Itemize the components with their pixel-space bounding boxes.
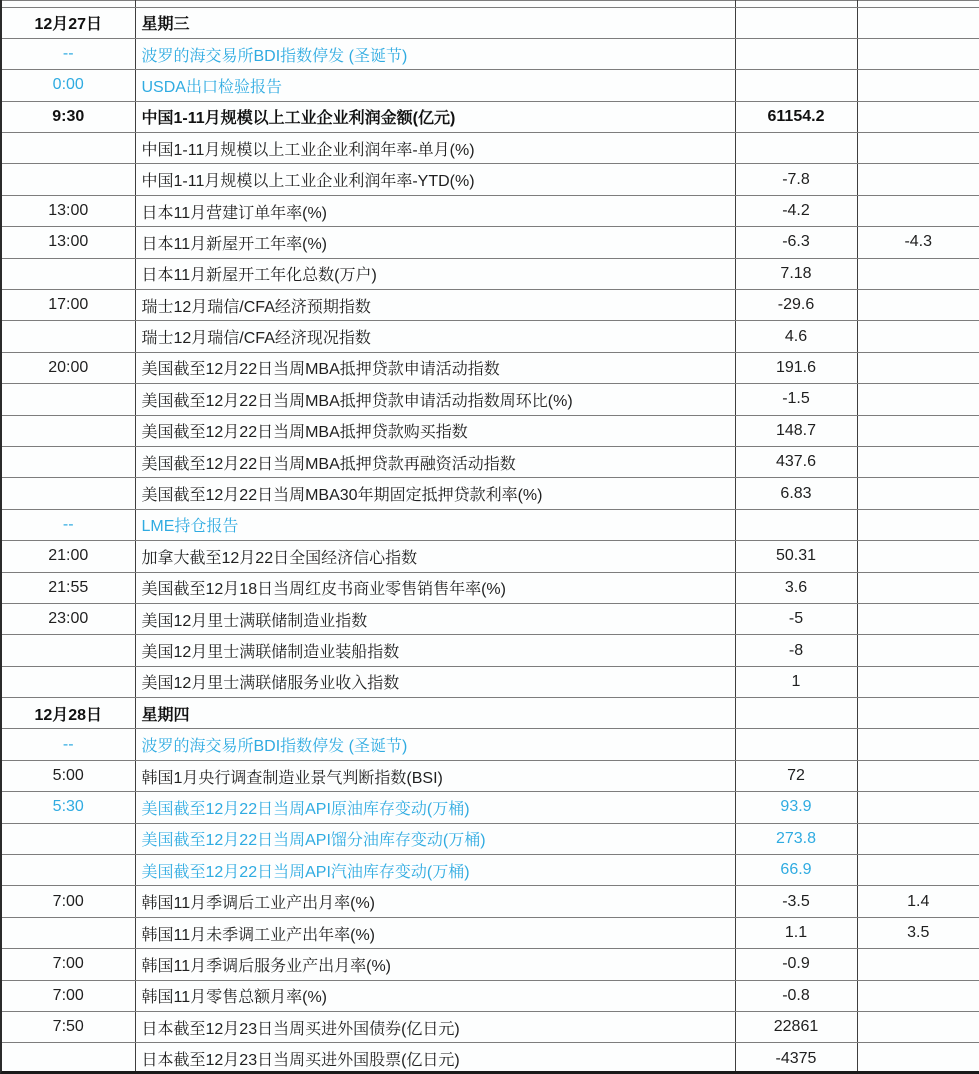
actual-value-cell[interactable]: -5 <box>735 603 857 634</box>
event-cell[interactable]: 星期三 <box>135 7 735 38</box>
extra-value-cell[interactable] <box>857 133 979 164</box>
actual-value-cell[interactable]: -0.9 <box>735 949 857 980</box>
event-cell[interactable]: 中国1-11月规模以上工业企业利润金额(亿元) <box>135 101 735 132</box>
actual-value-cell[interactable]: 7.18 <box>735 258 857 289</box>
extra-value-cell[interactable] <box>857 666 979 697</box>
event-cell[interactable]: 波罗的海交易所BDI指数停发 (圣诞节) <box>135 38 735 69</box>
event-cell[interactable]: 美国12月里士满联储制造业指数 <box>135 603 735 634</box>
event-cell[interactable]: 韩国1月央行调查制造业景气判断指数(BSI) <box>135 760 735 791</box>
table-row <box>2 384 979 415</box>
table-row <box>2 729 979 760</box>
extra-value-cell[interactable] <box>857 478 979 509</box>
extra-value-cell[interactable] <box>857 7 979 38</box>
extra-value-cell[interactable] <box>857 1043 979 1074</box>
extra-value-cell[interactable] <box>857 980 979 1011</box>
time-cell[interactable] <box>2 855 135 886</box>
time-cell[interactable]: 13:00 <box>2 195 135 226</box>
table-row <box>2 7 979 38</box>
table-row <box>2 823 979 854</box>
table-row <box>2 415 979 446</box>
time-cell[interactable] <box>2 1043 135 1074</box>
time-cell[interactable] <box>2 823 135 854</box>
time-cell[interactable]: 23:00 <box>2 603 135 634</box>
extra-value-cell[interactable] <box>857 384 979 415</box>
extra-value-cell[interactable] <box>857 446 979 477</box>
time-cell[interactable]: 5:30 <box>2 792 135 823</box>
event-cell[interactable]: USDA出口检验报告 <box>135 70 735 101</box>
extra-value-cell[interactable] <box>857 195 979 226</box>
time-cell[interactable]: 7:50 <box>2 1012 135 1043</box>
event-cell[interactable]: 美国截至12月18日当周红皮书商业零售销售年率(%) <box>135 572 735 603</box>
time-cell[interactable]: 21:55 <box>2 572 135 603</box>
time-cell[interactable] <box>2 666 135 697</box>
table-row <box>2 698 979 729</box>
actual-value-cell[interactable]: 148.7 <box>735 415 857 446</box>
actual-value-cell[interactable] <box>735 38 857 69</box>
actual-value-cell[interactable]: -4375 <box>735 1043 857 1074</box>
event-cell[interactable]: 韩国11月季调后服务业产出月率(%) <box>135 949 735 980</box>
actual-value-cell[interactable]: 4.6 <box>735 321 857 352</box>
event-cell[interactable]: 波罗的海交易所BDI指数停发 (圣诞节) <box>135 729 735 760</box>
actual-value-cell[interactable]: 1.1 <box>735 917 857 948</box>
event-cell[interactable]: 日本截至12月23日当周买进外国股票(亿日元) <box>135 1043 735 1074</box>
event-cell[interactable]: 美国截至12月22日当周MBA抵押贷款购买指数 <box>135 415 735 446</box>
actual-value-cell[interactable]: 273.8 <box>735 823 857 854</box>
event-cell[interactable]: 美国截至12月22日当周MBA抵押贷款申请活动指数 <box>135 352 735 383</box>
actual-value-cell[interactable] <box>735 70 857 101</box>
time-cell[interactable]: -- <box>2 729 135 760</box>
table-row <box>2 70 979 101</box>
time-cell[interactable]: 7:00 <box>2 886 135 917</box>
actual-value-cell[interactable]: 6.83 <box>735 478 857 509</box>
table-row <box>2 635 979 666</box>
table-row <box>2 321 979 352</box>
table-row <box>2 446 979 477</box>
actual-value-cell[interactable]: -3.5 <box>735 886 857 917</box>
time-cell[interactable]: 7:00 <box>2 980 135 1011</box>
time-cell[interactable]: 9:30 <box>2 101 135 132</box>
event-cell[interactable]: 美国截至12月22日当周API原油库存变动(万桶) <box>135 792 735 823</box>
event-cell[interactable]: 瑞士12月瑞信/CFA经济预期指数 <box>135 290 735 321</box>
extra-value-cell[interactable]: -4.3 <box>857 227 979 258</box>
table-row <box>2 478 979 509</box>
extra-value-cell[interactable] <box>857 258 979 289</box>
actual-value-cell[interactable]: 3.6 <box>735 572 857 603</box>
table-row <box>2 572 979 603</box>
actual-value-cell[interactable]: 191.6 <box>735 352 857 383</box>
table-row <box>2 792 979 823</box>
actual-value-cell[interactable]: -29.6 <box>735 290 857 321</box>
extra-value-cell[interactable] <box>857 635 979 666</box>
event-cell[interactable]: 日本截至12月23日当周买进外国债券(亿日元) <box>135 1012 735 1043</box>
event-cell[interactable]: 美国12月里士满联储制造业装船指数 <box>135 635 735 666</box>
extra-value-cell[interactable] <box>857 792 979 823</box>
extra-value-cell[interactable] <box>857 823 979 854</box>
extra-value-cell[interactable] <box>857 698 979 729</box>
extra-value-cell[interactable]: 3.5 <box>857 917 979 948</box>
actual-value-cell[interactable]: -7.8 <box>735 164 857 195</box>
actual-value-cell[interactable]: 437.6 <box>735 446 857 477</box>
table-row <box>2 1043 979 1074</box>
actual-value-cell[interactable] <box>735 133 857 164</box>
extra-value-cell[interactable] <box>857 603 979 634</box>
time-cell[interactable] <box>2 446 135 477</box>
time-cell[interactable]: 12月28日 <box>2 698 135 729</box>
event-cell[interactable]: 美国截至12月22日当周MBA30年期固定抵押贷款利率(%) <box>135 478 735 509</box>
event-cell[interactable]: 美国截至12月22日当周API汽油库存变动(万桶) <box>135 855 735 886</box>
event-cell[interactable]: 美国截至12月22日当周MBA抵押贷款再融资活动指数 <box>135 446 735 477</box>
time-cell[interactable]: -- <box>2 38 135 69</box>
actual-value-cell[interactable] <box>735 698 857 729</box>
extra-value-cell[interactable] <box>857 101 979 132</box>
event-cell[interactable]: 日本11月营建订单年率(%) <box>135 195 735 226</box>
table-row <box>2 133 979 164</box>
actual-value-cell[interactable] <box>735 7 857 38</box>
extra-value-cell[interactable] <box>857 855 979 886</box>
table-row <box>2 855 979 886</box>
event-cell[interactable]: 韩国11月未季调工业产出年率(%) <box>135 917 735 948</box>
extra-value-cell[interactable] <box>857 415 979 446</box>
actual-value-cell[interactable]: 66.9 <box>735 855 857 886</box>
table-row <box>2 101 979 132</box>
time-cell[interactable]: 5:00 <box>2 760 135 791</box>
extra-value-cell[interactable] <box>857 949 979 980</box>
time-cell[interactable]: 17:00 <box>2 290 135 321</box>
table-row <box>2 760 979 791</box>
table-row <box>2 38 979 69</box>
time-cell[interactable] <box>2 917 135 948</box>
actual-value-cell[interactable]: 72 <box>735 760 857 791</box>
table-row <box>2 541 979 572</box>
extra-value-cell[interactable] <box>857 760 979 791</box>
time-cell[interactable] <box>2 321 135 352</box>
extra-value-cell[interactable] <box>857 352 979 383</box>
event-cell[interactable]: 美国12月里士满联储服务业收入指数 <box>135 666 735 697</box>
extra-value-cell[interactable] <box>857 164 979 195</box>
economic-calendar-table <box>2 0 979 1074</box>
event-cell[interactable]: 星期四 <box>135 698 735 729</box>
actual-value-cell[interactable]: 61154.2 <box>735 101 857 132</box>
event-cell[interactable]: 美国截至12月22日当周MBA抵押贷款申请活动指数周环比(%) <box>135 384 735 415</box>
time-cell[interactable]: 7:00 <box>2 949 135 980</box>
time-cell[interactable] <box>2 635 135 666</box>
actual-value-cell[interactable]: -4.2 <box>735 195 857 226</box>
event-cell[interactable]: 日本11月新屋开工年率(%) <box>135 227 735 258</box>
extra-value-cell[interactable] <box>857 509 979 540</box>
event-cell[interactable]: 加拿大截至12月22日全国经济信心指数 <box>135 541 735 572</box>
time-cell[interactable]: 20:00 <box>2 352 135 383</box>
actual-value-cell[interactable]: 1 <box>735 666 857 697</box>
table-row <box>2 258 979 289</box>
time-cell[interactable]: 21:00 <box>2 541 135 572</box>
table-row <box>2 666 979 697</box>
table-row <box>2 949 979 980</box>
table-row <box>2 164 979 195</box>
table-row <box>2 227 979 258</box>
extra-value-cell[interactable]: 1.4 <box>857 886 979 917</box>
actual-value-cell[interactable]: 93.9 <box>735 792 857 823</box>
extra-value-cell[interactable] <box>857 541 979 572</box>
table-row <box>2 290 979 321</box>
event-cell[interactable]: 韩国11月季调后工业产出月率(%) <box>135 886 735 917</box>
table-row <box>2 886 979 917</box>
time-cell[interactable] <box>2 258 135 289</box>
event-cell[interactable]: 中国1-11月规模以上工业企业利润年率-单月(%) <box>135 133 735 164</box>
extra-value-cell[interactable] <box>857 290 979 321</box>
extra-value-cell[interactable] <box>857 70 979 101</box>
time-cell[interactable] <box>2 384 135 415</box>
extra-value-cell[interactable] <box>857 1012 979 1043</box>
table-row <box>2 1012 979 1043</box>
extra-value-cell[interactable] <box>857 321 979 352</box>
table-row <box>2 603 979 634</box>
time-cell[interactable]: 12月27日 <box>2 7 135 38</box>
actual-value-cell[interactable]: 22861 <box>735 1012 857 1043</box>
extra-value-cell[interactable] <box>857 572 979 603</box>
calendar-table-body <box>2 1 979 1074</box>
event-cell[interactable]: 韩国11月零售总额月率(%) <box>135 980 735 1011</box>
extra-value-cell[interactable] <box>857 729 979 760</box>
time-cell[interactable]: 13:00 <box>2 227 135 258</box>
event-cell[interactable]: 美国截至12月22日当周API馏分油库存变动(万桶) <box>135 823 735 854</box>
table-row <box>2 980 979 1011</box>
table-row <box>2 352 979 383</box>
actual-value-cell[interactable]: -8 <box>735 635 857 666</box>
event-cell[interactable]: 瑞士12月瑞信/CFA经济现况指数 <box>135 321 735 352</box>
actual-value-cell[interactable]: -0.8 <box>735 980 857 1011</box>
table-row <box>2 509 979 540</box>
time-cell[interactable] <box>2 164 135 195</box>
time-cell[interactable]: -- <box>2 509 135 540</box>
time-cell[interactable] <box>2 133 135 164</box>
actual-value-cell[interactable]: -1.5 <box>735 384 857 415</box>
event-cell[interactable]: 中国1-11月规模以上工业企业利润年率-YTD(%) <box>135 164 735 195</box>
table-row <box>2 195 979 226</box>
event-cell[interactable]: LME持仓报告 <box>135 509 735 540</box>
event-cell[interactable]: 日本11月新屋开工年化总数(万户) <box>135 258 735 289</box>
actual-value-cell[interactable]: -6.3 <box>735 227 857 258</box>
actual-value-cell[interactable] <box>735 509 857 540</box>
time-cell[interactable] <box>2 478 135 509</box>
time-cell[interactable] <box>2 415 135 446</box>
time-cell[interactable]: 0:00 <box>2 70 135 101</box>
extra-value-cell[interactable] <box>857 38 979 69</box>
table-row <box>2 917 979 948</box>
actual-value-cell[interactable] <box>735 729 857 760</box>
actual-value-cell[interactable]: 50.31 <box>735 541 857 572</box>
